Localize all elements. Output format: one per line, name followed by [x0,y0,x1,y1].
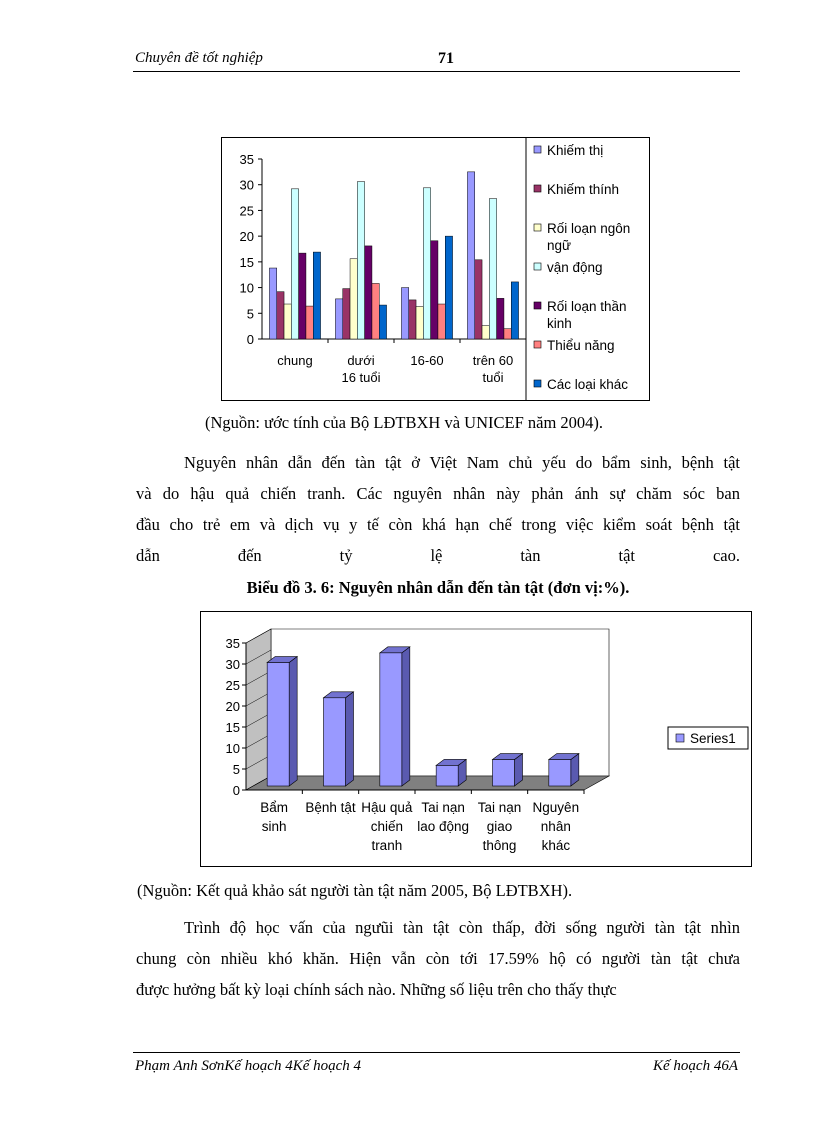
bar [511,282,518,339]
bar [365,246,372,339]
x-tick-label: 16 tuổi [341,370,381,385]
bar [475,260,482,339]
bar [489,199,496,339]
legend-swatch [534,146,541,153]
chart-1-frame [221,137,650,401]
bar [497,298,504,339]
bar [436,765,458,786]
legend-label: Khiếm thính [547,182,620,197]
legend-swatch [534,263,541,270]
x-tick-label: chiến [370,819,403,834]
paragraph-1-line: Nguyên nhân dẫn đến tàn tật ở Việt Nam chủ yếu do bẩm sinh, bệnh tật [184,453,740,472]
bar [409,300,416,339]
chart-2 [201,612,751,866]
bar [335,299,342,339]
legend-label: kinh [547,316,572,331]
y-tick-label: 25 [225,678,240,693]
bar [284,304,291,339]
bar [343,289,350,339]
x-tick-label: Bệnh tật [305,800,356,815]
bar [313,252,320,339]
legend-label: Series1 [690,731,736,746]
paragraph-1 [136,447,740,571]
chart-2-frame [200,611,752,867]
bar [267,663,289,786]
bar [380,653,402,786]
legend-label: Rối loạn ngôn [547,221,631,236]
bar-side [346,692,354,786]
legend-label: Rối loạn thần [547,299,627,314]
x-tick-label: giao [486,819,513,834]
x-tick-label: lao động [417,819,470,834]
chart-2-title: Biểu đồ 3. 6: Nguyên nhân dẫn đến tàn tật (đơn vị:%). [246,578,630,597]
page-number: 71 [438,50,454,67]
legend-swatch [534,380,541,387]
bar [269,268,276,339]
y-tick-label: 35 [239,152,254,167]
x-tick-label: nhân [540,819,571,834]
y-tick-label: 10 [225,741,240,756]
x-tick-label: khác [541,838,571,853]
bar-side [289,657,297,786]
x-tick-label: sinh [261,819,287,834]
bar [357,182,364,339]
y-tick-label: 15 [239,254,254,270]
footer-left: Phạm Anh SơnKế hoạch 4Kế hoạch 4 [135,1058,362,1074]
bar [350,259,357,339]
legend-swatch [534,185,541,192]
y-tick-label: 35 [225,636,240,651]
x-tick-label: 16-60 [410,353,444,368]
legend-label: vận động [547,260,603,275]
bar [493,760,515,786]
header-title: Chuyên đề tốt nghiệp [135,50,263,66]
bar [277,292,284,339]
y-tick-label: 10 [239,280,254,296]
y-tick-label: 0 [232,783,240,798]
paragraph-2 [136,912,740,1005]
x-tick-label: Nguyên [532,800,580,815]
bar [299,253,306,339]
y-tick-label: 0 [246,332,254,347]
bar [291,189,298,339]
x-tick-label: Tai nạn [421,800,465,815]
bar [401,288,408,339]
paragraph-1-line: dẫn đến tỷ lệ tàn tật cao. [136,546,740,565]
x-tick-label: chung [277,353,313,368]
x-tick-label: Hậu quả [361,800,413,815]
bar [423,188,430,339]
bar [482,326,489,339]
y-tick-label: 30 [225,657,240,672]
bar [324,698,346,786]
source-note-2: (Nguồn: Kết quả khảo sát người tàn tật năm 2005, Bộ LĐTBXH). [137,881,573,900]
bar [467,172,474,339]
paragraph-2-line: được hưởng bất kỳ loại chính sách nào. Những số liệu trên cho thấy thực [136,980,617,999]
legend-label: Khiếm thị [547,143,604,158]
y-tick-label: 20 [239,229,254,245]
x-tick-label: tranh [371,838,403,853]
bar [445,236,452,339]
footer-right: Kế hoạch 46A [653,1058,738,1074]
x-tick-label: trên 60 [472,353,514,368]
y-tick-label: 30 [239,177,254,193]
legend-swatch [534,224,541,231]
bar [372,283,379,339]
bar [431,241,438,339]
bar [379,305,386,339]
bar [306,306,313,339]
y-tick-label: 15 [225,720,240,735]
y-tick-label: 5 [232,762,240,777]
y-tick-label: 5 [246,306,254,322]
bar [504,329,511,339]
legend-swatch [676,734,684,742]
chart-1 [222,138,649,400]
x-tick-label: thông [482,838,517,853]
x-tick-label: dưới [347,353,375,368]
paragraph-2-line: Trình độ học vấn của ngưũi tàn tật còn thấp, đời sống người tàn tật nhìn [184,918,740,937]
legend-label: ngữ [547,238,572,253]
paragraph-2-line: chung còn nhiều khó khăn. Hiện vẫn còn tới 17.59% hộ có người tàn tật chưa [136,949,740,968]
x-tick-label: tuổi [482,370,504,385]
bar [438,304,445,339]
footer-rule [133,1052,740,1053]
legend-swatch [534,302,541,309]
x-tick-label: Bẩm [260,800,289,815]
x-tick-label: Tai nạn [477,800,522,815]
y-tick-label: 20 [225,699,240,714]
paragraph-1-line: và do hậu quả chiến tranh. Các nguyên nhân này phản ánh sự chăm sóc ban [136,484,740,503]
legend-label: Các loại khác [547,377,629,392]
bar-side [402,647,410,786]
bar [549,760,571,786]
legend-label: Thiểu năng [547,338,615,353]
legend-swatch [534,341,541,348]
source-note-1: (Nguồn: ước tính của Bộ LĐTBXH và UNICEF năm 2004). [205,413,604,432]
header-rule [133,71,740,72]
bar [416,307,423,339]
paragraph-1-line: đầu cho trẻ em và dịch vụ y tế còn khá hạn chế trong việc kiểm soát bệnh tật [136,515,740,534]
y-tick-label: 25 [239,203,254,219]
